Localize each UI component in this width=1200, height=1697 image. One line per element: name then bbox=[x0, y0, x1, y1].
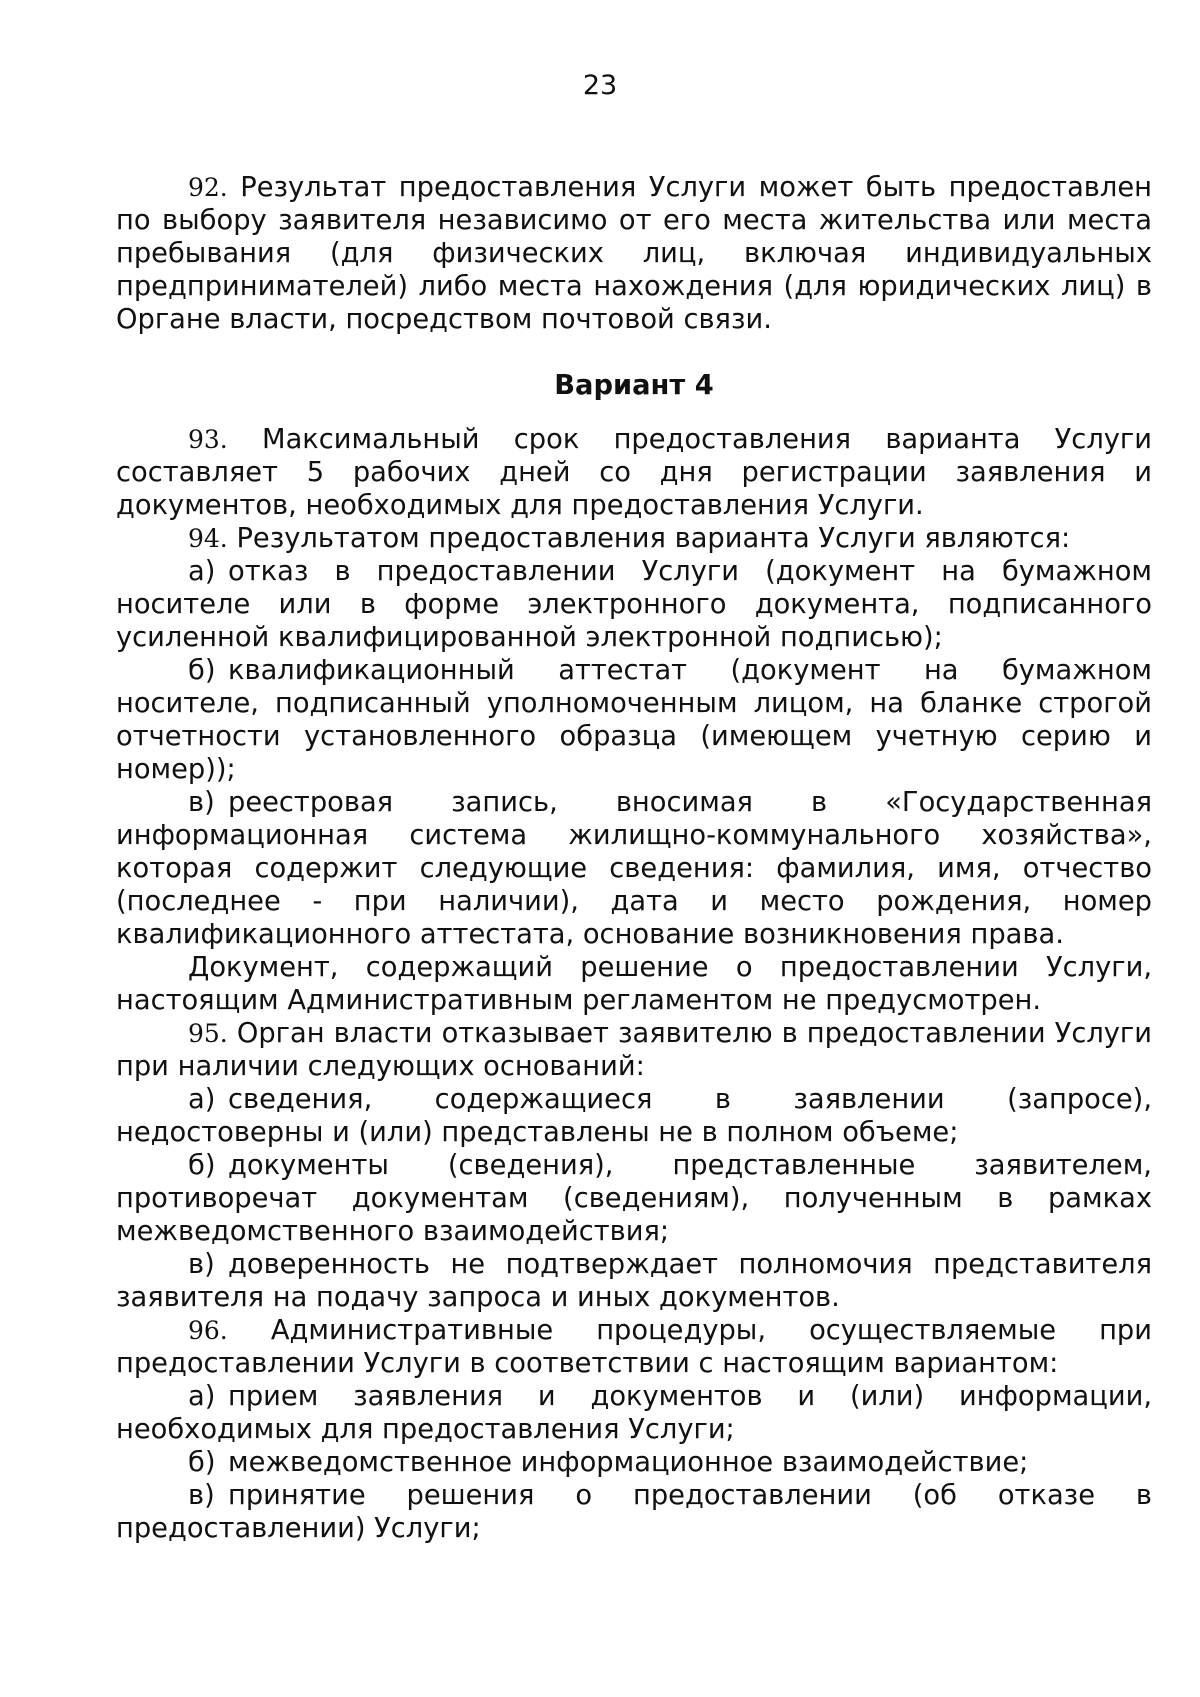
list-letter: а) bbox=[188, 1084, 216, 1115]
list-item-text: сведения, содержащиеся в заявлении (запросе), недостоверны и (или) представлены не в полном объеме; bbox=[116, 1084, 1152, 1148]
paragraph-number: 95. bbox=[188, 1019, 228, 1048]
paragraph-number: 94. bbox=[188, 524, 228, 553]
paragraph-note: Документ, содержащий решение о предоставлении Услуги, настоящим Административным регламентом не предусмотрен. bbox=[116, 952, 1152, 1016]
paragraph-94 bbox=[116, 522, 1152, 555]
list-letter: в) bbox=[188, 1480, 215, 1511]
list-item-text: реестровая запись, вносимая в «Государственная информационная система жилищно-коммунального хозяйства», которая содержит следующие сведения: фамилия, имя, отчество (последнее - при наличии), дата и место рождения, номер квалификационного аттестата, основание возникновения права. bbox=[116, 787, 1152, 950]
page-number: 23 bbox=[582, 70, 618, 101]
paragraph-95 bbox=[116, 1017, 1152, 1083]
paragraph-number: 92. bbox=[188, 173, 228, 202]
list-item bbox=[116, 1380, 1152, 1446]
paragraph-text: Орган власти отказывает заявителю в предоставлении Услуги при наличии следующих оснований: bbox=[116, 1018, 1153, 1082]
paragraph-text: Результатом предоставления варианта Услуги являются: bbox=[236, 523, 1071, 554]
document-body bbox=[116, 171, 1152, 1545]
list-item bbox=[116, 786, 1152, 951]
list-letter: б) bbox=[188, 1150, 216, 1181]
list-letter: а) bbox=[188, 1381, 216, 1412]
list-item-text: документы (сведения), представленные заявителем, противоречат документам (сведениям), полученным в рамках межведомственного взаимодействия; bbox=[116, 1150, 1152, 1247]
list-item bbox=[116, 1149, 1152, 1248]
paragraph-96 bbox=[116, 1314, 1152, 1380]
list-item bbox=[116, 1248, 1152, 1314]
paragraph-93 bbox=[116, 423, 1152, 522]
list-item bbox=[116, 555, 1152, 654]
paragraph-number: 96. bbox=[188, 1316, 228, 1345]
list-item bbox=[116, 1446, 1152, 1479]
list-item-text: принятие решения о предоставлении (об отказе в предоставлении) Услуги; bbox=[116, 1480, 1152, 1544]
list-letter: б) bbox=[188, 1447, 216, 1478]
list-letter: в) bbox=[188, 1249, 215, 1280]
list-item-text: квалификационный аттестат (документ на бумажном носителе, подписанный уполномоченным лицом, на бланке строгой отчетности установленного образца (имеющем учетную серию и номер)); bbox=[116, 655, 1152, 785]
list-item-text: доверенность не подтверждает полномочия представителя заявителя на подачу запроса и иных документов. bbox=[116, 1249, 1152, 1313]
list-item-text: межведомственное информационное взаимодействие; bbox=[228, 1447, 1029, 1478]
list-item bbox=[116, 1083, 1152, 1149]
list-item-text: отказ в предоставлении Услуги (документ на бумажном носителе или в форме электронного документа, подписанного усиленной квалифицированной электронной подписью); bbox=[116, 556, 1152, 653]
list-item bbox=[116, 654, 1152, 786]
paragraph-text: Результат предоставления Услуги может быть предоставлен по выбору заявителя независимо от его места жительства или места пребывания (для физических лиц, включая индивидуальных предпринимателей) либо места нахождения (для юридических лиц) в Органе власти, посредством почтовой связи. bbox=[116, 172, 1152, 335]
list-letter: а) bbox=[188, 556, 216, 587]
list-letter: б) bbox=[188, 655, 216, 686]
list-letter: в) bbox=[188, 787, 215, 818]
section-heading: Вариант 4 bbox=[554, 370, 714, 401]
paragraph-text: Административные процедуры, осуществляемые при предоставлении Услуги в соответствии с настоящим вариантом: bbox=[116, 1315, 1152, 1379]
paragraph-text: Максимальный срок предоставления варианта Услуги составляет 5 рабочих дней со дня регистрации заявления и документов, необходимых для предоставления Услуги. bbox=[116, 424, 1152, 521]
list-item bbox=[116, 1479, 1152, 1545]
list-item-text: прием заявления и документов и (или) информации, необходимых для предоставления Услуги; bbox=[116, 1381, 1152, 1445]
paragraph-number: 93. bbox=[188, 425, 228, 454]
paragraph-92 bbox=[116, 171, 1152, 336]
